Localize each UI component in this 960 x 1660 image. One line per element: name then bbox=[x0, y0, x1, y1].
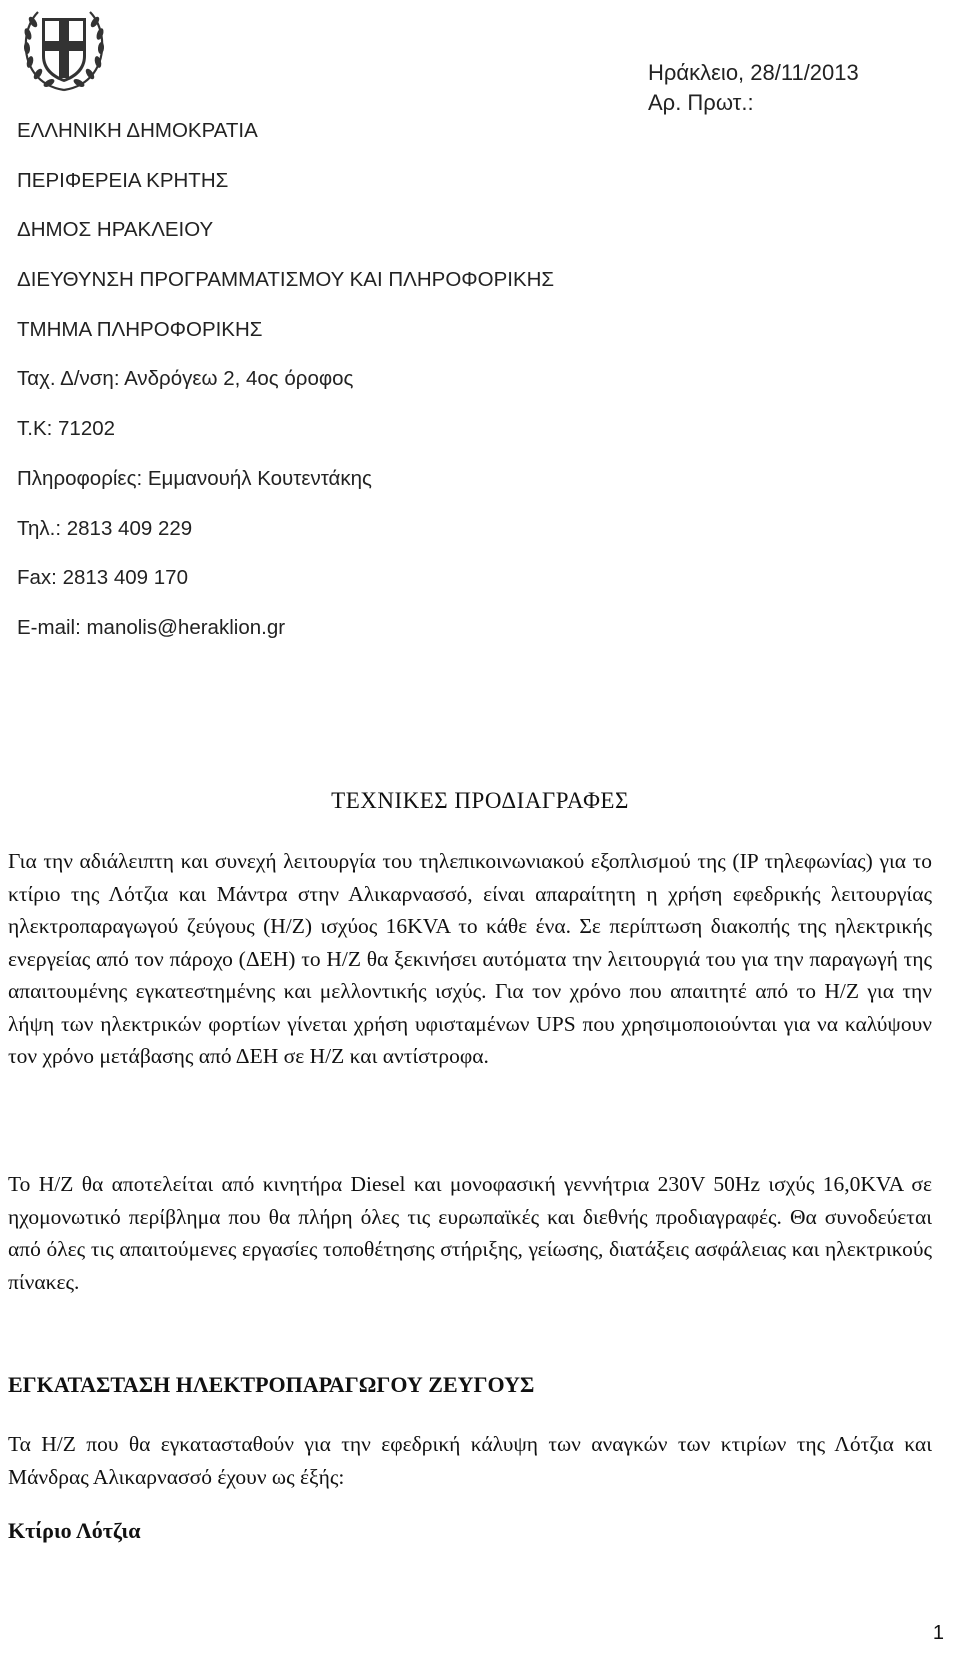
postal-code-line: Τ.Κ: 71202 bbox=[17, 417, 116, 441]
country-line: ΕΛΛΗΝΙΚΗ ΔΗΜΟΚΡΑΤΙΑ bbox=[17, 119, 258, 142]
section-heading: ΕΓΚΑΤΑΣΤΑΣΗ ΗΛΕΚΤΡΟΠΑΡΑΓΩΓΟΥ ΖΕΥΓΟΥΣ bbox=[8, 1372, 535, 1397]
paragraph-intro: Για την αδιάλειπτη και συνεχή λειτουργία του τηλεπικοινωνιακού εξοπλισμού της (IP τηλεφωνίας) για το κτίριο της Λότζια και Μάντρα στην Αλικαρνασσό, είναι απαραίτητη η χρήση εφεδρικής λειτουργίας ηλεκτροπαραγωγού ζεύγους (Η/Ζ) ισχύος 16KVA το κάθε ένα. Σε περίπτωση διακοπής της ηλεκτρικής ενεργείας από τον πάροχο (ΔΕΗ) το Η/Ζ θα ξεκινήσει αυτόματα την λειτουργιά του για την παραγωγή της απαιτουμένης εγκατεστημένης και μελλοντικής ισχύς. Για τον χρόνο που απαιτητέ από το Η/Ζ για την λήψη των ηλεκτρικών φορτίων γίνεται χρήση υφισταμένων UPS που χρησιμοποιούνται για να καλύψουν τον χρόνο μετάβασης από ΔΕΗ σε Η/Ζ και αντίστροφα. bbox=[8, 849, 932, 1068]
municipality-line: ΔΗΜΟΣ ΗΡΑΚΛΕΙΟΥ bbox=[17, 218, 214, 242]
page-number: 1 bbox=[932, 1622, 944, 1644]
address-line: Ταχ. Δ/νση: Ανδρόγεω 2, 4ος όροφος bbox=[17, 367, 354, 391]
directorate-line: ΔΙΕΥΘΥΝΣΗ ΠΡΟΓΡΑΜΜΑΤΙΣΜΟΥ ΚΑΙ ΠΛΗΡΟΦΟΡΙΚΗΣ bbox=[17, 268, 555, 292]
greek-coat-of-arms-icon bbox=[18, 4, 110, 96]
paragraph-generator-spec: Το Η/Ζ θα αποτελείται από κινητήρα Diesel και μονοφασική γεννήτρια 230V 50Hz ισχύς 16,0KVA σε ηχομονωτικό περίβλημα που θα πλήρη όλες τις ευρωπαϊκές και διεθνής προδιαγραφές. Θα συνοδεύεται από όλες τις απαιτούμενες εργασίες τοποθέτησης στήριξης, γείωσης, διατάξεις ασφάλειας και ηλεκτρικούς πίνακες. bbox=[8, 1172, 932, 1294]
fax-line: Fax: 2813 409 170 bbox=[17, 566, 188, 590]
protocol-number: Αρ. Πρωτ.: bbox=[648, 90, 754, 115]
department-line: ΤΜΗΜΑ ΠΛΗΡΟΦΟΡΙΚΗΣ bbox=[17, 317, 263, 341]
contact-person-line: Πληροφορίες: Εμμανουήλ Κουτεντάκης bbox=[17, 466, 372, 490]
phone-line: Τηλ.: 2813 409 229 bbox=[17, 516, 193, 540]
place-date: Ηράκλειο, 28/11/2013 bbox=[648, 60, 859, 85]
document-title: ΤΕΧΝΙΚΕΣ ΠΡΟΔΙΑΓΡΑΦΕΣ bbox=[331, 788, 629, 813]
subsection-heading: Κτίριο Λότζια bbox=[8, 1518, 141, 1543]
email-line: E-mail: manolis@heraklion.gr bbox=[17, 615, 286, 639]
letterhead bbox=[17, 116, 554, 663]
date-block bbox=[648, 58, 859, 118]
region-line: ΠΕΡΙΦΕΡΕΙΑ ΚΡΗΤΗΣ bbox=[17, 168, 229, 192]
paragraph-installation: Τα Η/Ζ που θα εγκατασταθούν για την εφεδρική κάλυψη των αναγκών των κτιρίων της Λότζια και Μάνδρας Αλικαρνασσό έχουν ως έξής: bbox=[8, 1432, 932, 1489]
